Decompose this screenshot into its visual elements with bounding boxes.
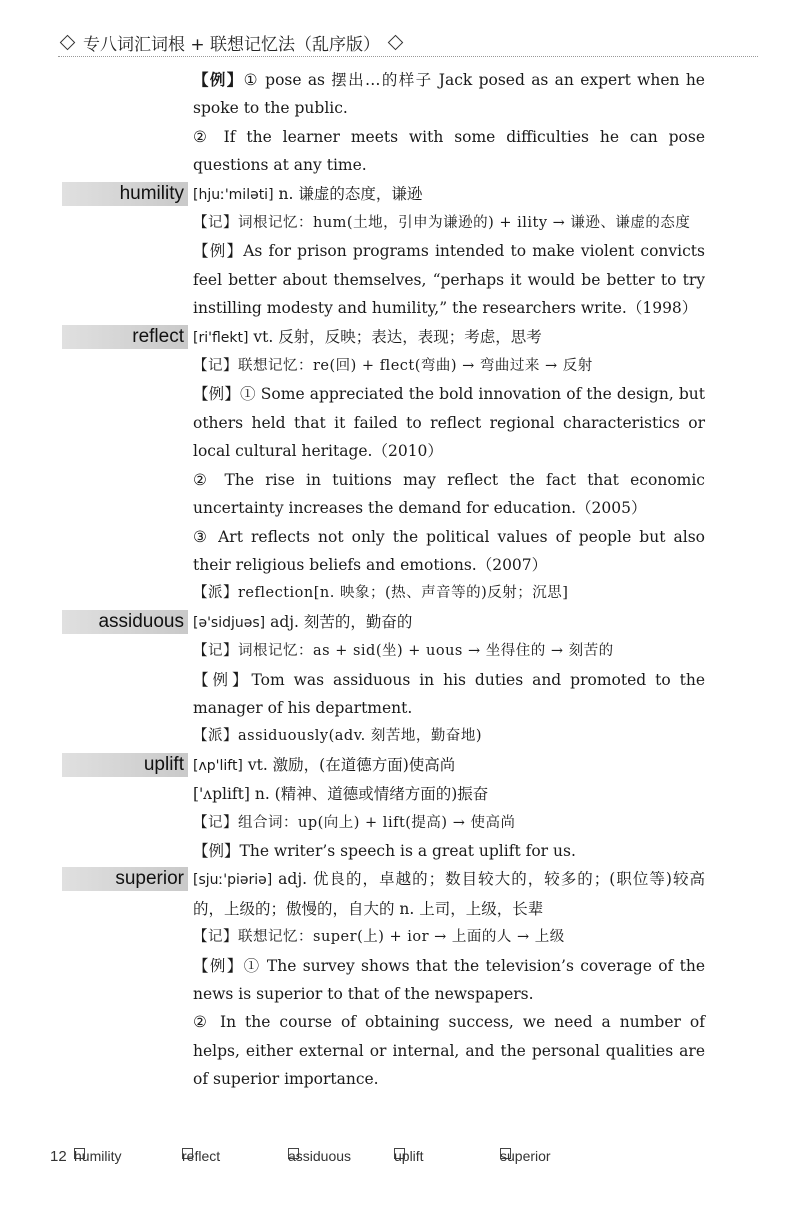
definition: n. 谦虚的态度，谦逊 [278, 184, 423, 203]
headword: superior [62, 867, 188, 891]
memory-line: 【记】词根记忆：hum(土地，引申为谦逊的) + ility → 谦逊、谦虚的态度 [193, 215, 691, 232]
definition: adj. 优良的，卓越的；数目较大的，较多的；(职位等)较高的，上级的；傲慢的，自大的 n. 上司，上级，长辈 [193, 870, 705, 918]
example-line: ③ Art reflects not only the political values of people but also their religious beliefs and emotions.（2007） [193, 527, 705, 574]
definition: vt. 激励，(在道德方面)使高尚 [247, 755, 456, 774]
pronunciation: [ri'flekt] [193, 329, 249, 346]
diamond-icon [388, 34, 404, 50]
example-line: 【例】Tom was assiduous in his duties and promoted to the manager of his department. [193, 670, 705, 717]
entry-superior [0, 865, 800, 1093]
entry-humility [0, 180, 800, 323]
example-line: ② If the learner meets with some difficulties he can pose questions at any time. [193, 127, 705, 175]
memory-line: 【记】组合词：up(向上) + lift(提高) → 使高尚 [193, 814, 516, 831]
entry-uplift [0, 751, 800, 866]
headword: humility [62, 182, 188, 206]
derivative-line: 【派】reflection[n. 映象；(热、声音等的)反射；沉思] [193, 585, 569, 602]
page-header [58, 28, 758, 57]
pronunciation: [sjuː'piəriə] [193, 872, 273, 889]
example-line: 【例】① The survey shows that the television’s coverage of the news is superior to that of the newspapers. [193, 956, 705, 1003]
headword: uplift [62, 753, 188, 777]
pronunciation: [hjuː'miləti] [193, 186, 274, 203]
header-title: 专八词汇词根 + 联想记忆法（乱序版） [83, 34, 381, 55]
definition-line: ['ʌplift] n. (精神、道德或情绪方面的)振奋 [193, 785, 489, 804]
memory-line: 【记】词根记忆：as + sid(坐) + uous → 坐得住的 → 刻苦的 [193, 643, 614, 660]
pronunciation: [ʌp'lift] [193, 757, 243, 774]
example-line: ② The rise in tuitions may reflect the fact that economic uncertainty increases the demand for education.（2005） [193, 470, 705, 518]
headword: reflect [62, 325, 188, 349]
memory-line: 【记】联想记忆：super(上) + ior → 上面的人 → 上级 [193, 929, 565, 946]
example-line: ② In the course of obtaining success, we need a number of helps, either external or internal, and the personal qualities are of superior importance. [193, 1013, 705, 1089]
example-line: 【例】① Some appreciated the bold innovation of the design, but others held that it failed to reflect regional characteristics or local cultural heritage.（2010） [193, 385, 705, 461]
entry-reflect [0, 323, 800, 608]
page-footer: 12 humility reflect assiduous uplift superior [50, 1148, 551, 1165]
definition: adj. 刻苦的，勤奋的 [270, 612, 413, 631]
example-tag: 【例】 [193, 70, 244, 89]
pronunciation: [ə'sidjuəs] [193, 614, 266, 631]
example-line: 【例】① pose as 摆出…的样子 Jack posed as an expert when he spoke to the public. [193, 70, 705, 118]
example-line: 【例】The writer’s speech is a great uplift for us. [193, 841, 576, 860]
entry-assiduous [0, 608, 800, 751]
content [0, 66, 800, 1094]
derivative-line: 【派】assiduously(adv. 刻苦地，勤奋地) [193, 728, 483, 745]
memory-line: 【记】联想记忆：re(回) + flect(弯曲) → 弯曲过来 → 反射 [193, 358, 593, 375]
page-number: 12 [50, 1148, 67, 1165]
example-line: 【例】As for prison programs intended to make violent convicts feel better about themselves, “perhaps it would be better to try instilling modesty and humility,” the researchers write.（1998） [193, 242, 705, 318]
diamond-icon [60, 34, 76, 50]
definition: vt. 反射，反映；表达，表现；考虑，思考 [253, 327, 542, 346]
headword: assiduous [62, 610, 188, 634]
